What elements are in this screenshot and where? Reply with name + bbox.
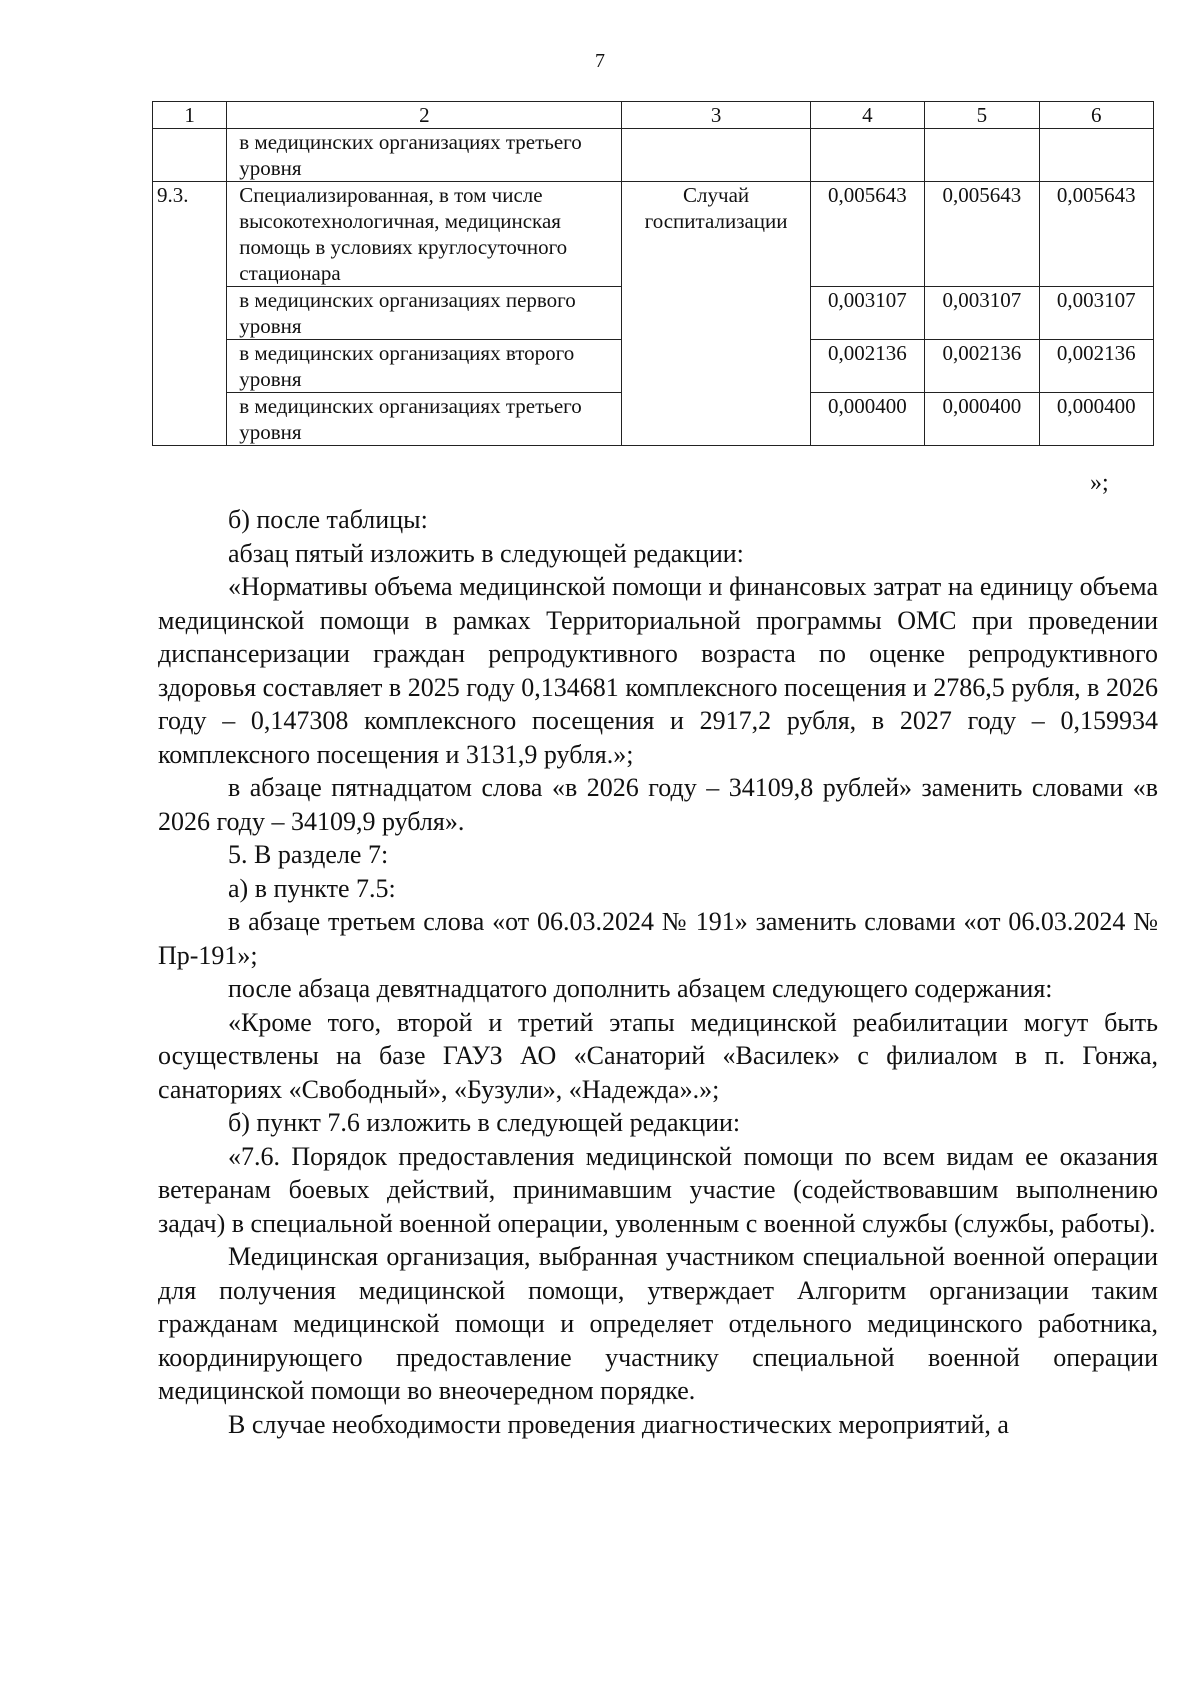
row-name: в медицинских организациях третьего уровня [227, 129, 622, 182]
value-cell: 0,002136 [1039, 340, 1153, 393]
table-cell [622, 340, 810, 393]
table-row [153, 340, 1154, 393]
value-cell: 0,003107 [810, 287, 924, 340]
table-cell [153, 340, 227, 393]
header-cell: 6 [1039, 102, 1153, 129]
row-name: в медицинских организациях второго уровня [227, 340, 622, 393]
value-cell: 0,003107 [1039, 287, 1153, 340]
value-cell: 0,000400 [925, 393, 1039, 446]
table-cell [153, 393, 227, 446]
table-cell [622, 393, 810, 446]
table-row [153, 129, 1154, 182]
paragraph: «7.6. Порядок предоставления медицинской помощи по всем видам ее оказания ветеранам боевых действий, принимавшим участие (содействовавшим выполнению задач) в специальной военной операции, уволенным с военной службы (службы, работы). [158, 1141, 1158, 1238]
value-cell: 0,003107 [925, 287, 1039, 340]
paragraph: Медицинская организация, выбранная участником специальной военной операции для получения медицинской помощи, утверждает Алгоритм организации таким гражданам медицинской помощи и определяет отдельного медицинского работника, координирующего предоставление участнику специальной военной операции медицинской помощи во внеочередном порядке. [158, 1242, 1158, 1405]
paragraph: а) в пункте 7.5: [228, 873, 396, 903]
header-cell: 2 [227, 102, 622, 129]
table-cell [622, 129, 810, 182]
row-name: Специализированная, в том числе высокотехнологичная, медицинская помощь в условиях круглосуточного стационара [227, 182, 622, 287]
norms-table [152, 101, 1154, 446]
header-cell: 1 [153, 102, 227, 129]
value-cell: 0,002136 [925, 340, 1039, 393]
table-row [153, 182, 1154, 287]
document-body [158, 503, 1158, 1441]
paragraph: после абзаца девятнадцатого дополнить абзацем следующего содержания: [228, 974, 1053, 1003]
paragraph: 5. В разделе 7: [228, 840, 389, 869]
value-cell: 0,000400 [810, 393, 924, 446]
table-cell [622, 287, 810, 340]
value-cell: 0,002136 [810, 340, 924, 393]
table-cell [1039, 129, 1153, 182]
paragraph: б) пункт 7.6 изложить в следующей редакции: [228, 1108, 741, 1137]
table-cell [153, 287, 227, 340]
paragraph: В случае необходимости проведения диагностических мероприятий, а [228, 1409, 1009, 1439]
row-number: 9.3. [153, 182, 227, 287]
table-row [153, 287, 1154, 340]
row-unit: Случай госпитализации [622, 182, 810, 287]
table-cell [810, 129, 924, 182]
table-row [153, 393, 1154, 446]
row-name: в медицинских организациях первого уровня [227, 287, 622, 340]
header-cell: 3 [622, 102, 810, 129]
paragraph: «Кроме того, второй и третий этапы медицинской реабилитации могут быть осуществлены на базе ГАУЗ АО «Санаторий «Василек» с филиалом в п. Гонжа, санаториях «Свободный», «Бузули», «Надежда».»; [158, 1007, 1158, 1104]
value-cell: 0,000400 [1039, 393, 1153, 446]
value-cell: 0,005643 [810, 182, 924, 287]
paragraph: б) после таблицы: [228, 505, 428, 534]
paragraph: «Нормативы объема медицинской помощи и финансовых затрат на единицу объема медицинской помощи в рамках Территориальной программы ОМС при проведении диспансеризации граждан репродуктивного возраста по оценке репродуктивного здоровья составляет в 2025 году 0,134681 комплексного посещения и 2786,5 рубля, в 2026 году – 0,147308 комплексного посещения и 2917,2 рубля, в 2027 году – 0,159934 комплексного посещения и 3131,9 рубля.»; [158, 572, 1158, 769]
page-number: 7 [595, 50, 605, 72]
table-header-row [153, 102, 1154, 129]
row-name: в медицинских организациях третьего уровня [227, 393, 622, 446]
closing-quote: »; [1090, 470, 1109, 496]
table-cell [925, 129, 1039, 182]
value-cell: 0,005643 [1039, 182, 1153, 287]
header-cell: 5 [925, 102, 1039, 129]
paragraph: в абзаце пятнадцатом слова «в 2026 году – 34109,8 рублей» заменить словами «в 2026 году – 34109,9 рубля». [158, 773, 1158, 836]
value-cell: 0,005643 [925, 182, 1039, 287]
paragraph: абзац пятый изложить в следующей редакции: [228, 538, 744, 568]
header-cell: 4 [810, 102, 924, 129]
table-cell [153, 129, 227, 182]
paragraph: в абзаце третьем слова «от 06.03.2024 № 191» заменить словами «от 06.03.2024 № Пр-191»; [158, 907, 1158, 970]
